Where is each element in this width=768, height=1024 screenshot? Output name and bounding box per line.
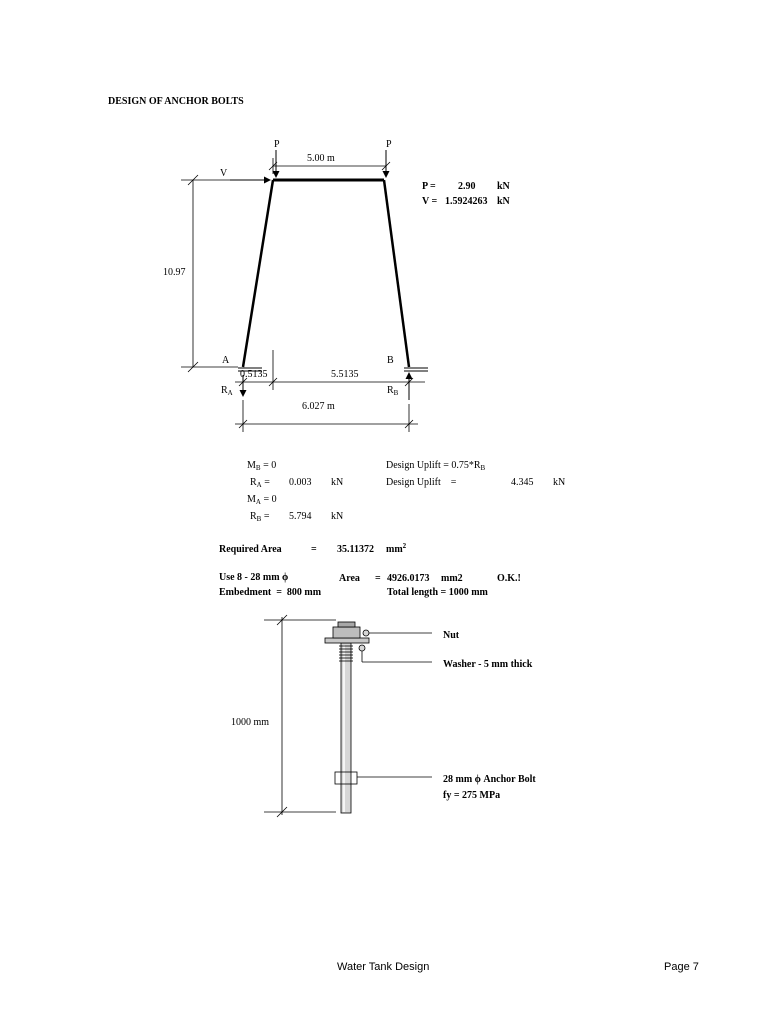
uplift-value: 4.345 bbox=[511, 477, 534, 488]
frame-right-leg bbox=[384, 180, 409, 367]
p-left-label: P bbox=[274, 139, 280, 150]
ma-equation: $M_A = 0$ bbox=[247, 494, 277, 506]
v-label: V bbox=[220, 168, 228, 179]
required-area-unit: $mm^2$ bbox=[386, 542, 407, 555]
mb-equation: $M_B = 0$ bbox=[247, 460, 277, 472]
height-label: 10.97 bbox=[163, 267, 186, 278]
nut-body bbox=[333, 627, 360, 638]
nut-label: Nut bbox=[443, 630, 460, 641]
ra-unit: kN bbox=[331, 477, 344, 488]
uplift-label: Design Uplift = bbox=[386, 477, 457, 488]
ra-label: $R_A$ bbox=[221, 385, 233, 397]
washer-label: Washer - 5 mm thick bbox=[443, 659, 533, 670]
mid-span-label: 5.5135 bbox=[331, 369, 359, 380]
load-p-label: P = bbox=[422, 181, 436, 192]
required-area-eq: = bbox=[311, 544, 317, 555]
rb-label: $R_B$ bbox=[387, 385, 399, 397]
washer-plate bbox=[325, 638, 369, 643]
page-title: DESIGN OF ANCHOR BOLTS bbox=[108, 96, 244, 107]
b-label: B bbox=[387, 355, 394, 366]
bolt-shaft bbox=[341, 643, 351, 813]
base-span-label: 6.027 m bbox=[302, 401, 335, 412]
load-p-unit: kN bbox=[497, 181, 510, 192]
footer-doc-title: Water Tank Design bbox=[337, 961, 430, 973]
top-span-label: 5.00 m bbox=[307, 153, 335, 164]
frame-left-leg bbox=[243, 180, 273, 367]
load-v-unit: kN bbox=[497, 196, 510, 207]
anchor-bolt-label: 28 mm ϕ Anchor Bolt bbox=[443, 774, 536, 785]
embedment: Embedment = 800 mm bbox=[219, 587, 322, 598]
load-v-label: V = bbox=[422, 196, 438, 207]
load-v-value: 1.5924263 bbox=[445, 196, 488, 207]
nut-marker bbox=[363, 630, 369, 636]
bolt-area-unit: mm2 bbox=[441, 573, 463, 584]
bolt-area-value: 4926.0173 bbox=[387, 573, 430, 584]
ra-equation: $R_A$ = bbox=[250, 477, 270, 489]
total-length: Total length = 1000 mm bbox=[387, 587, 488, 598]
rb-unit: kN bbox=[331, 511, 344, 522]
rb-value: 5.794 bbox=[289, 511, 312, 522]
washer-marker bbox=[359, 645, 365, 651]
bolt-area-eq: = bbox=[375, 573, 381, 584]
rb-equation: $R_B$ = bbox=[250, 511, 270, 523]
bolt-length-label: 1000 mm bbox=[231, 717, 270, 728]
load-p-value: 2.90 bbox=[458, 181, 476, 192]
bolt-use: Use 8 - 28 mm ϕ bbox=[219, 572, 289, 583]
bolt-area-label: Area bbox=[339, 573, 360, 584]
required-area-value: 35.11372 bbox=[337, 544, 374, 555]
required-area-label: Required Area bbox=[219, 544, 282, 555]
anchor-bolt-drawing bbox=[264, 615, 432, 817]
bolt-ok: O.K.! bbox=[497, 573, 521, 584]
frame-structure bbox=[238, 180, 428, 371]
p-right-label: P bbox=[386, 139, 392, 150]
a-label: A bbox=[222, 355, 230, 366]
ra-value: 0.003 bbox=[289, 477, 312, 488]
fy-label: fy = 275 MPa bbox=[443, 790, 501, 801]
uplift-unit: kN bbox=[553, 477, 566, 488]
footer-page-number: Page 7 bbox=[664, 961, 699, 973]
uplift-formula: Design Uplift = $0.75*R_B$ bbox=[386, 460, 486, 472]
left-offset-label: 0.5135 bbox=[240, 369, 268, 380]
